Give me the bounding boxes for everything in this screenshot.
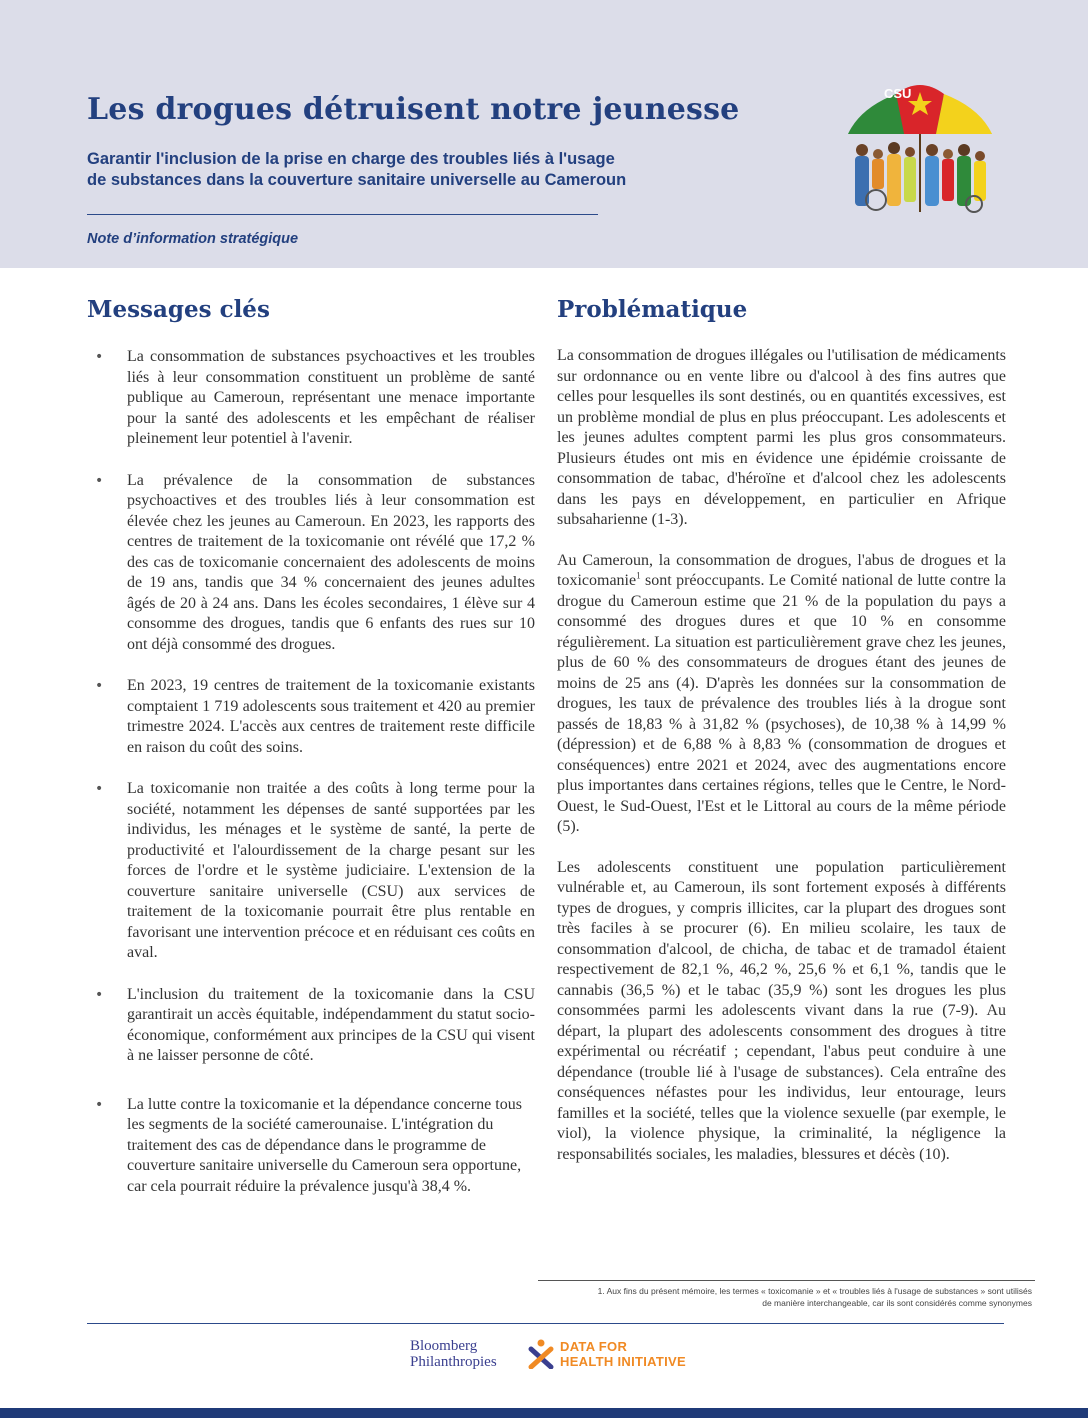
subtitle-line-1: Garantir l'inclusion de la prise en charge des troubles liés à l'usage	[87, 150, 615, 168]
bloomberg-line-1: Bloomberg	[410, 1338, 478, 1354]
bloomberg-logo	[410, 1338, 497, 1370]
d4h-line-1: DATA FOR	[560, 1339, 628, 1354]
footnote-ref[interactable]: 1	[636, 570, 641, 581]
page-subtitle	[87, 149, 727, 191]
csu-umbrella-logo	[840, 72, 1000, 222]
paragraph-2	[557, 551, 1006, 838]
document-type-label: Note d’information stratégique	[87, 231, 299, 247]
list-item	[95, 471, 535, 656]
list-item	[95, 676, 535, 758]
key-messages-heading: Messages clés	[87, 296, 270, 323]
bullet-icon: •	[95, 986, 104, 1003]
paragraph-3: Les adolescents constituent une population particulièrement vulnérable et, au Cameroun, ils sont fortement exposés à différents types de drogues, y compris illicites, car la plupart des drogues sont très faciles à se procurer (6). En milieu scolaire, les taux de consommation d'alcool, de chicha, de tabac et de tramadol étaient respectivement de 82,1 %, 46,2 %, 25,6 % et 6,1 %, tandis que le cannabis (36,5 %) et le tabac (35,9 %) sont les drogues les plus consommées parmi les adolescents vivant dans la rue (7-9). Au départ, la plupart des adolescents consomment des drogues à titre expérimental ou récréatif ; cependant, l'abus peut conduire à une dépendance (trouble lié à l'usage de substances). Cela entraîne des conséquences néfastes pour les individus, leur entourage, leurs familles et la société, telles que la violence sexuelle (par exemple, le viol), la violence physique, la criminalité, la négligence la responsabilités sociales, les maladies, blessures et décès (10).	[557, 858, 1006, 1163]
footnote-divider	[538, 1280, 1035, 1281]
problem-heading: Problématique	[557, 296, 748, 323]
bottom-bar	[0, 1408, 1088, 1418]
header-divider	[87, 214, 598, 215]
d4h-line-2: HEALTH INITIATIVE	[560, 1354, 686, 1369]
data-for-health-logo	[560, 1339, 686, 1369]
header-band	[0, 0, 1088, 268]
subtitle-line-2: de substances dans la couverture sanitaire universelle au Cameroun	[87, 171, 627, 189]
bullet-icon: •	[95, 349, 104, 365]
footnote-line-1: 1. Aux fins du présent mémoire, les termes « toxicomanie » et « troubles liés à l'usage de substances » sont utilisés	[597, 1286, 1032, 1296]
bullet-icon: •	[95, 678, 104, 694]
csu-logo-text: CSU	[884, 86, 912, 101]
page-title: Les drogues détruisent notre jeunesse	[87, 92, 740, 127]
problem-body	[557, 346, 1006, 1185]
list-item	[95, 1095, 535, 1198]
list-item-text: En 2023, 19 centres de traitement de la toxicomanie existants comptaient 1 719 adolescents sous traitement et 420 au premier trimestre 2024. L'accès aux centres de traitement reste difficile en raison du coût des soins.	[127, 677, 535, 756]
list-item-text: La consommation de substances psychoactives et les troubles liés à leur consommation constituent un problème de santé publique au Cameroun, représentant une menace importante pour la santé des adolescents et les empêchant de réaliser pleinement leur potentiel à l'avenir.	[127, 348, 535, 447]
list-item-text: La lutte contre la toxicomanie et la dépendance concerne tous les segments de la société camerounaise. L'intégration du traitement des cas de dépendance dans le programme de couverture sanitaire universelle du Cameroun sera opportune, car cela pourrait réduire la prévalence jusqu'à 38,4 %.	[127, 1095, 522, 1195]
bullet-icon: •	[95, 472, 104, 489]
list-item-text: La toxicomanie non traitée a des coûts à long terme pour la société, notamment les dépenses de santé supportées par les individus, les ménages et le système de santé, la perte de productivité et l'alourdissement de la charge pesant sur les forces de l'ordre et le système judiciaire. L'extension de la couverture sanitaire universelle (CSU) aux services de traitement de la toxicomanie pourrait être plus rentable en favorisant une intervention précoce et en réduisant ces coûts en aval.	[127, 780, 535, 961]
bullet-icon: •	[95, 1096, 104, 1113]
bullet-icon: •	[95, 781, 104, 797]
data-for-health-x-icon	[528, 1339, 554, 1369]
footnote	[538, 1285, 1032, 1309]
paragraph-2-start: Au Cameroun, la consommation de drogues, l'abus de drogues et la toxicomanie	[557, 551, 1006, 589]
list-item	[95, 779, 535, 964]
paragraph-2-rest: sont préoccupants. Le Comité national de lutte contre la drogue du Cameroun estime que 21 % de la population du pays a consommé des drogues dures et que 10 % en consomme régulièrement. La situation est particulièrement grave chez les jeunes, plus de 60 % des consommateurs de drogues étant des jeunes de moins de 25 ans (4). D'après les données sur la consommation de drogues, les taux de prévalence des troubles liés à la drogue sont passés de 18,83 % à 31,82 % (psychoses), de 10,38 % à 14,99 % (dépression) et de 6,88 % à 8,83 % (consommation de drogues et conséquences) entre 2021 et 2024, avec des augmentations encore plus importantes dans certaines régions, telles que le Centre, le Nord-Ouest, le Sud-Ouest, l'Est et le Littoral au cours de la même période (5).	[557, 572, 1006, 835]
key-messages-list	[95, 347, 535, 1197]
list-item	[95, 985, 535, 1067]
footer-divider	[87, 1323, 1004, 1324]
list-item-text: La prévalence de la consommation de substances psychoactives et des troubles liés à leur consommation est élevée chez les jeunes au Cameroun. En 2023, les rapports des centres de traitement de la toxicomanie ont révélé que 17,2 % des cas de toxicomanie concernaient des adolescents de moins de 19 ans, tandis que 34 % concernaient des jeunes adultes âgés de 20 à 24 ans. Dans les écoles secondaires, 1 élève sur 4 consomme des drogues, tandis que 6 enfants des rues sur 10 ont déjà consommé des drogues.	[127, 471, 535, 653]
list-item-text: L'inclusion du traitement de la toxicomanie dans la CSU garantirait un accès équitable, indépendamment du statut socio-économique, conformément aux principes de la CSU qui visent à ne laisser personne de côté.	[127, 985, 535, 1064]
footnote-line-2: de manière interchangeable, car ils sont considérés comme synonymes	[762, 1298, 1032, 1308]
list-item	[95, 347, 535, 450]
bloomberg-line-2: Philanthropies	[410, 1354, 497, 1370]
paragraph-1: La consommation de drogues illégales ou l'utilisation de médicaments sur ordonnance ou en vente libre ou d'alcool à des fins autres que celles pour lesquelles ils sont destinés, ou en quantités excessives, est un problème mondial de plus en plus préoccupant. Les adolescents et les jeunes adultes comptent parmi les plus gros consommateurs. Plusieurs études ont mis en évidence une épidémie croissante de consommation de tabac, d'héroïne et d'alcool chez les adolescents dans les pays en développement, en particulier en Afrique subsaharienne (1-3).	[557, 347, 1006, 528]
